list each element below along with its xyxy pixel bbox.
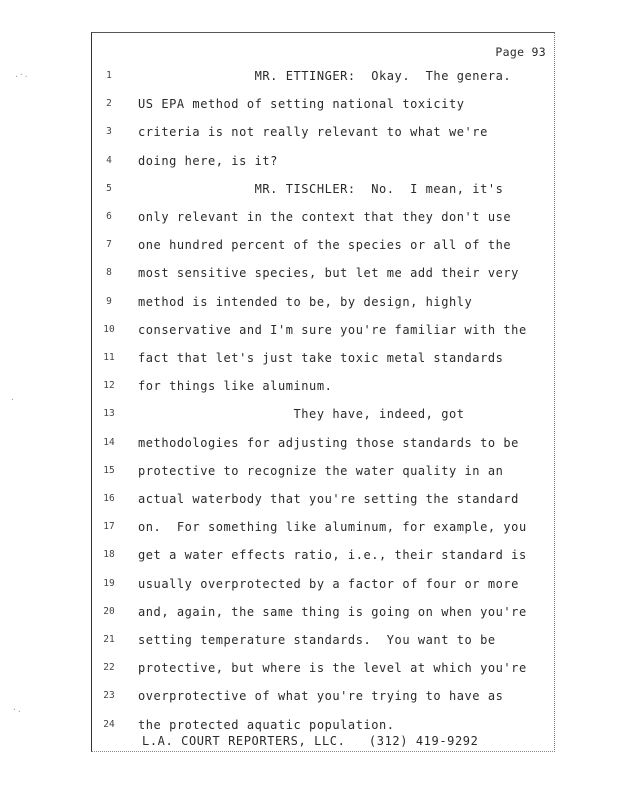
line-number: 3	[106, 126, 112, 138]
transcript-line	[92, 292, 554, 312]
court-reporter-footer: L.A. COURT REPORTERS, LLC. (312) 419-9292	[142, 734, 479, 748]
line-number: 19	[103, 577, 115, 589]
transcript-line	[92, 574, 554, 594]
line-text: They have, indeed, got	[138, 407, 465, 422]
line-number: 9	[106, 295, 112, 307]
line-number: 4	[106, 154, 112, 166]
line-text: MR. TISCHLER: No. I mean, it's	[138, 181, 504, 196]
line-number: 16	[103, 493, 115, 504]
line-text: method is intended to be, by design, highly	[138, 294, 473, 309]
line-number: 24	[103, 718, 115, 730]
line-number: 2	[106, 98, 112, 110]
line-number: 10	[103, 323, 115, 335]
line-text: only relevant in the context that they don't use	[138, 210, 512, 224]
transcript-line	[92, 489, 554, 509]
line-number: 13	[103, 408, 115, 420]
line-text: conservative and I'm sure you're familiar with the	[138, 322, 527, 337]
transcript-line	[92, 348, 554, 368]
line-text: overprotective of what you're trying to have as	[138, 689, 504, 704]
line-text: criteria is not really relevant to what we're	[138, 125, 488, 140]
line-number: 23	[103, 690, 115, 702]
line-number: 14	[103, 436, 115, 448]
transcript-line	[92, 94, 554, 114]
line-number: 11	[103, 352, 115, 363]
transcript-line	[92, 376, 554, 396]
transcript-line	[92, 151, 554, 171]
line-number: 5	[106, 182, 112, 194]
transcript-line	[92, 715, 554, 735]
line-number: 17	[103, 521, 115, 533]
line-text: get a water effects ratio, i.e., their standard is	[138, 548, 527, 563]
line-text: setting temperature standards. You want to be	[138, 633, 496, 647]
line-text: MR. ETTINGER: Okay. The genera.	[138, 69, 512, 83]
transcript-line	[92, 235, 554, 255]
transcript-line	[92, 461, 554, 481]
line-number: 15	[103, 464, 115, 476]
line-text: usually overprotected by a factor of four or more	[138, 576, 519, 591]
line-number: 20	[103, 605, 115, 617]
line-text: protective to recognize the water quality in an	[138, 463, 504, 478]
line-text: actual waterbody that you're setting the standard	[138, 492, 519, 506]
transcript-line	[92, 320, 554, 340]
transcript-line	[92, 263, 554, 283]
scan-speck: ·	[10, 395, 15, 404]
line-number: 6	[106, 211, 112, 222]
line-number: 12	[103, 380, 115, 392]
line-text: US EPA method of setting national toxicity	[138, 97, 465, 112]
transcript-line	[92, 207, 554, 227]
line-number: 22	[103, 662, 115, 674]
transcript-lines	[92, 33, 554, 751]
line-text: and, again, the same thing is going on when you're	[138, 604, 527, 619]
transcript-line	[92, 630, 554, 650]
transcript-line	[92, 686, 554, 706]
transcript-line	[92, 404, 554, 424]
page-number: Page 93	[495, 45, 546, 59]
transcript-line	[92, 66, 554, 86]
line-text: doing here, is it?	[138, 153, 278, 168]
transcript-line	[92, 545, 554, 565]
transcript-line	[92, 517, 554, 537]
transcript-line	[92, 179, 554, 199]
line-text: for things like aluminum.	[138, 379, 333, 394]
scan-speck: ·.	[12, 705, 22, 714]
transcript-page	[91, 32, 555, 752]
line-text: fact that let's just take toxic metal standards	[138, 351, 504, 365]
transcript-line	[92, 658, 554, 678]
line-text: most sensitive species, but let me add their very	[138, 266, 519, 281]
line-text: the protected aquatic population.	[138, 717, 395, 732]
line-text: methodologies for adjusting those standards to be	[138, 435, 519, 450]
transcript-line	[92, 122, 554, 142]
line-number: 21	[103, 634, 115, 645]
scan-speck: .·.	[14, 70, 29, 79]
line-text: one hundred percent of the species or all of the	[138, 238, 512, 253]
line-number: 18	[103, 549, 115, 561]
line-text: protective, but where is the level at which you're	[138, 661, 527, 676]
line-number: 1	[106, 70, 112, 81]
line-number: 7	[106, 239, 112, 251]
transcript-line	[92, 433, 554, 453]
line-text: on. For something like aluminum, for example, you	[138, 520, 527, 535]
line-number: 8	[106, 267, 112, 279]
transcript-line	[92, 602, 554, 622]
